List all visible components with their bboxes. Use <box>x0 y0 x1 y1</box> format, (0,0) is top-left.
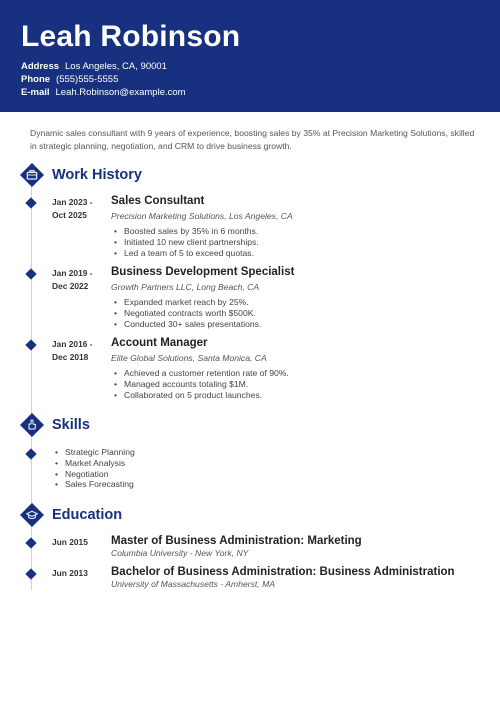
job-title: Account Manager <box>111 337 208 349</box>
timeline-marker <box>25 339 36 350</box>
list-item: • Negotiated contracts worth $500K. <box>111 308 261 319</box>
date-end: Oct 2025 <box>52 210 87 220</box>
school-name: Columbia University - New York, NY <box>111 548 249 558</box>
list-item: • Collaborated on 5 product launches. <box>111 390 289 401</box>
contact-address <box>21 61 167 72</box>
job-achievements <box>111 226 259 258</box>
date-end: Dec 2022 <box>52 281 89 291</box>
contact-value: Leah.Robinson@example.com <box>55 87 186 98</box>
school-name: University of Massachusetts - Amherst, MA <box>111 579 275 589</box>
job-company: Elite Global Solutions, Santa Monica, CA <box>111 353 267 363</box>
resume-header <box>0 0 500 112</box>
list-item: • Initiated 10 new client partnerships. <box>111 237 259 248</box>
professional-summary: Dynamic sales consultant with 9 years of experience, boosting sales by 35% at Precision Marketing Solutions, skilled in strategic planning, negotiation, and CRM to drive business growth. <box>30 128 475 151</box>
date-start: Jan 2019 - <box>52 268 93 278</box>
contact-value: (555)555-5555 <box>56 74 119 85</box>
date-end: Dec 2018 <box>52 352 89 362</box>
contact-label: Address <box>21 61 60 72</box>
date-start: Jan 2023 - <box>52 197 93 207</box>
job-dates <box>52 338 107 364</box>
job-title: Sales Consultant <box>111 195 205 207</box>
degree-title: Master of Business Administration: Marketing <box>111 535 362 547</box>
list-item: • Conducted 30+ sales presentations. <box>111 319 261 330</box>
list-item: • Boosted sales by 35% in 6 months. <box>111 226 259 237</box>
job-achievements <box>111 297 261 329</box>
list-item: • Negotiation <box>52 469 135 480</box>
list-item: • Sales Forecasting <box>52 479 135 490</box>
list-item: • Led a team of 5 to exceed quotas. <box>111 248 259 259</box>
job-achievements <box>111 368 289 400</box>
list-item: • Market Analysis <box>52 458 135 469</box>
candidate-name: Leah Robinson <box>21 20 241 53</box>
timeline-marker <box>25 568 36 579</box>
contact-value: Los Angeles, CA, 90001 <box>65 61 167 72</box>
job-company: Growth Partners LLC, Long Beach, CA <box>111 282 260 292</box>
section-title-education: Education <box>52 507 123 523</box>
briefcase-icon <box>20 163 44 187</box>
job-company: Precision Marketing Solutions, Los Angeles, CA <box>111 211 293 221</box>
graduation-date: Jun 2013 <box>52 568 88 578</box>
timeline-marker <box>25 537 36 548</box>
list-item: • Managed accounts totaling $1M. <box>111 379 289 390</box>
list-item: • Expanded market reach by 25%. <box>111 297 261 308</box>
job-dates <box>52 196 107 222</box>
job-dates <box>52 267 107 293</box>
date-start: Jan 2016 - <box>52 339 93 349</box>
degree-title: Bachelor of Business Administration: Business Administration <box>111 566 455 578</box>
timeline-marker <box>25 448 36 459</box>
list-item: • Strategic Planning <box>52 447 135 458</box>
hand-pointer-icon <box>20 413 44 437</box>
timeline-marker <box>25 197 36 208</box>
contact-label: E-mail <box>21 87 50 98</box>
graduation-cap-icon <box>20 503 44 527</box>
timeline-line <box>31 185 32 590</box>
contact-label: Phone <box>21 74 51 85</box>
timeline-marker <box>25 268 36 279</box>
section-title-skills: Skills <box>52 417 90 433</box>
job-title: Business Development Specialist <box>111 266 295 278</box>
contact-email <box>21 87 186 98</box>
section-title-work-history: Work History <box>52 167 142 183</box>
skills-list <box>52 447 135 490</box>
contact-phone <box>21 74 118 85</box>
graduation-date: Jun 2015 <box>52 537 88 547</box>
list-item: • Achieved a customer retention rate of 90%. <box>111 368 289 379</box>
